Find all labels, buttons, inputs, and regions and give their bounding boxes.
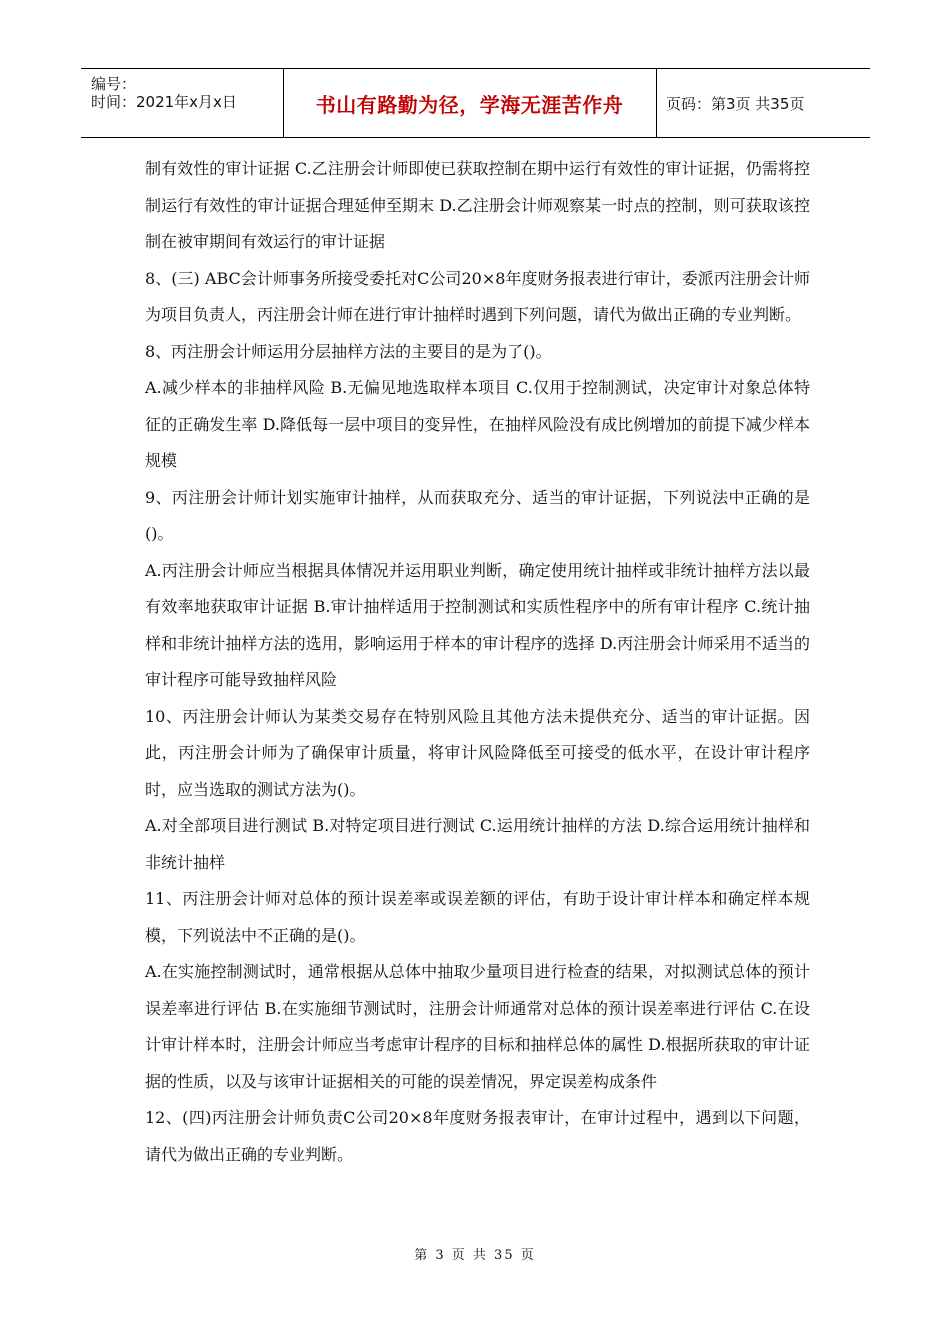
- header-slogan-cell: [283, 69, 657, 137]
- question-8: 8、丙注册会计师运用分层抽样方法的主要目的是为了()。: [145, 341, 552, 361]
- header-meta-cell: [81, 69, 284, 137]
- page-header: [81, 68, 870, 138]
- document-date-label: 时间：2021年x月x日: [91, 93, 237, 111]
- body-paragraph: 制有效性的审计证据 C.乙注册会计师即使已获取控制在期中运行有效性的审计证据，仍需将控制运行有效性的审计证据合理延伸至期末 D.乙注册会计师观察某一时点的控制，则可获取该控制在被审期间有效运行的审计证据: [145, 159, 810, 251]
- question-11: 11、丙注册会计师对总体的预计误差率或误差额的评估，有助于设计审计样本和确定样本规模，下列说法中不正确的是()。: [145, 889, 810, 945]
- question-intro-paragraph: 8、(三) ABC会计师事务所接受委托对C公司20×8年度财务报表进行审计，委派丙注册会计师为项目负责人，丙注册会计师在进行审计抽样时遇到下列问题，请代为做出正确的专业判断。: [145, 268, 810, 324]
- question-8-options: A.减少样本的非抽样风险 B.无偏见地选取样本项目 C.仅用于控制测试，决定审计对象总体特征的正确发生率 D.降低每一层中项目的变异性，在抽样风险没有成比例增加的前提下减少样本规模: [145, 378, 810, 470]
- question-10: 10、丙注册会计师认为某类交易存在特别风险且其他方法未提供充分、适当的审计证据。因此，丙注册会计师为了确保审计质量，将审计风险降低至可接受的低水平，在设计审计程序时，应当选取的测试方法为()。: [145, 706, 810, 799]
- question-9: 9、丙注册会计师计划实施审计抽样，从而获取充分、适当的审计证据，下列说法中正确的是()。: [145, 487, 810, 543]
- question-12-intro: 12、(四)丙注册会计师负责C公司20×8年度财务报表审计，在审计过程中，遇到以下问题，请代为做出正确的专业判断。: [145, 1108, 810, 1164]
- page-footer: 第 3 页 共 35 页: [414, 1248, 536, 1263]
- header-slogan: 书山有路勤为径，学海无涯苦作舟: [315, 92, 624, 117]
- document-body: [145, 151, 810, 1173]
- question-9-options: A.丙注册会计师应当根据具体情况并运用职业判断，确定使用统计抽样或非统计抽样方法以最有效率地获取审计证据 B.审计抽样适用于控制测试和实质性程序中的所有审计程序 C.统计抽样和非统计抽样方法的选用，影响运用于样本的审计程序的选择 D.丙注册会计师采用不适当的审计程序可能导致抽样风险: [145, 560, 810, 689]
- document-number-label: 编号：: [91, 75, 137, 93]
- question-11-options: A.在实施控制测试时，通常根据从总体中抽取少量项目进行检查的结果，对拟测试总体的预计误差率进行评估 B.在实施细节测试时，注册会计师通常对总体的预计误差率进行评估 C.在设计审计样本时，注册会计师应当考虑审计程序的目标和抽样总体的属性 D.根据所获取的审计证据的性质，以及与该审计证据相关的可能的误差情况，界定误差构成条件: [145, 962, 810, 1091]
- header-page-code: 页码：第3页 共35页: [666, 94, 805, 113]
- question-10-options: A.对全部项目进行测试 B.对特定项目进行测试 C.运用统计抽样的方法 D.综合运用统计抽样和非统计抽样: [145, 816, 810, 872]
- header-page-cell: [656, 69, 870, 137]
